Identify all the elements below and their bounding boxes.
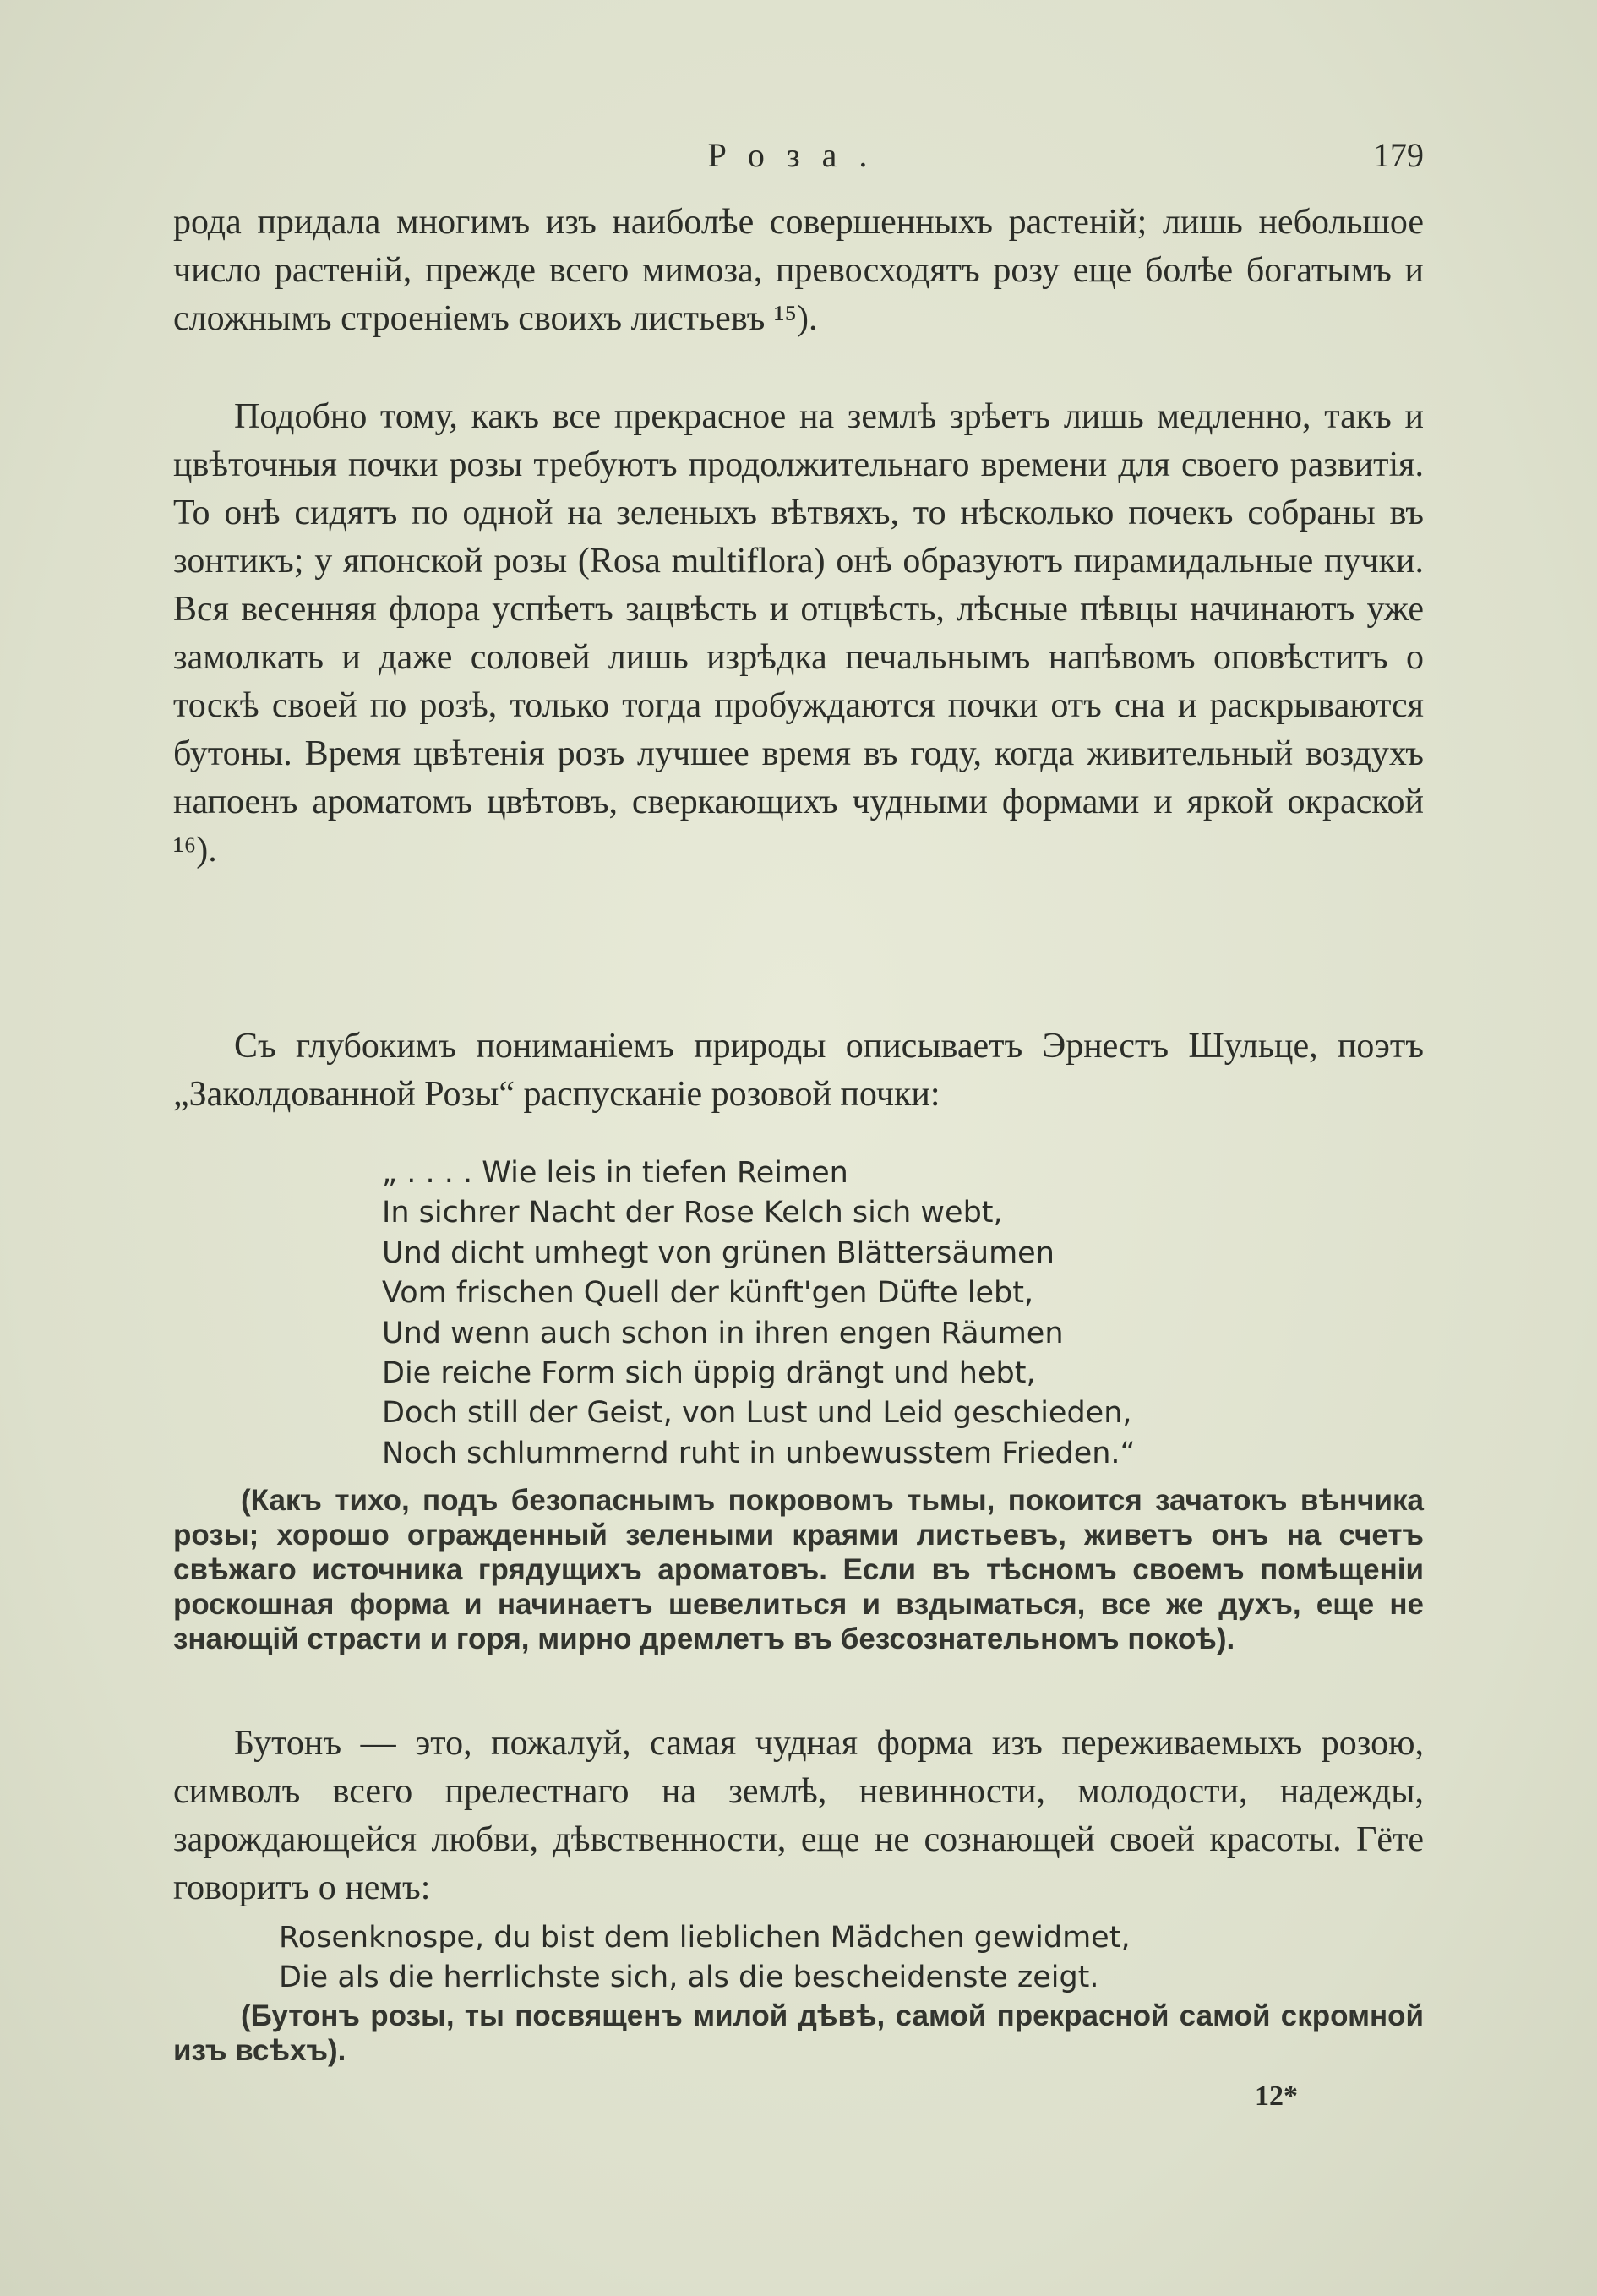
goethe-line: Rosenknospe, du bist dem lieblichen Mädchen gewidmet, (279, 1921, 1131, 1955)
paragraph-schulze (173, 1023, 1424, 1119)
translation-text-2: (Бутонъ розы, ты посвященъ милой дѣвѣ, самой прекрасной самой скромной изъ всѣхъ). (173, 1999, 1424, 2067)
poem-line: Vom frischen Quell der künft'gen Düfte lebt, (382, 1276, 1034, 1311)
paragraph-2: Подобно тому, какъ все прекрасное на землѣ зрѣетъ лишь медленно, такъ и цвѣточныя почки розы требуютъ продолжительнаго времени для своего развитія. То онѣ сидятъ по одной на зеленыхъ вѣтвяхъ, то нѣсколько почекъ собраны въ зонтикъ; у японской розы (Rosa multiflora) онѣ образуютъ пирамидальные пучки. Вся весенняя флора успѣетъ зацвѣсть и отцвѣсть, лѣсные пѣвцы начинаютъ уже замолкать и даже соловей лишь изрѣдка печальнымъ напѣвомъ оповѣститъ о тоскѣ своей по розѣ, только тогда пробуждаются почки отъ сна и раскрываются бутоны. Время цвѣтенія розъ лучшее время въ году, когда живительный воздухъ напоенъ ароматомъ цвѣтовъ, сверкающихъ чудными формами и яркой окраской ¹⁶). (173, 397, 1424, 870)
poem-line: Und dicht umhegt von grünen Blättersäumen (382, 1235, 1055, 1270)
paragraph-4: Бутонъ — это, пожалуй, самая чудная форма изъ переживаемыхъ розою, символъ всего прелестнаго на землѣ, невинности, молодости, надежды, зарождающейся любви, дѣвственности, еще не сознающей своей красоты. Гёте говоритъ о немъ: (173, 1724, 1424, 1907)
paragraph-continuation (173, 199, 1424, 343)
poem-line: Doch still der Geist, von Lust und Leid geschieden, (382, 1396, 1132, 1431)
paragraph-bud (173, 1720, 1424, 1912)
signature-mark: 12* (1255, 2081, 1298, 2112)
goethe-line: Die als die herrlichste sich, als die bescheidenste zeigt. (279, 1961, 1099, 1994)
poem-line: Die reiche Form sich üppig drängt und hebt, (382, 1356, 1036, 1391)
translation-poem (173, 1483, 1424, 1656)
poem-line: In sichrer Nacht der Rose Kelch sich webt, (382, 1196, 1003, 1230)
translation-goethe (173, 1999, 1424, 2068)
poem-line: Und wenn auch schon in ihren engen Räumen (382, 1316, 1064, 1350)
running-header (173, 135, 1424, 186)
running-title: Роза. (707, 136, 890, 174)
translation-text-1: (Какъ тихо, подъ безопаснымъ покровомъ тьмы, покоится зачатокъ вѣнчика розы; хорошо огражденный зелеными краями листьевъ, живетъ онъ на счетъ свѣжаго источника грядущихъ ароматовъ. Если въ тѣсномъ своемъ помѣщеніи роскошная форма и начинаетъ шевелиться и вздыматься, все же духъ, еще не знающій страсти и горя, мирно дремлетъ въ безсознательномъ покоѣ). (173, 1484, 1424, 1655)
poem-line: Noch schlummernd ruht in unbewusstem Frieden.“ (382, 1436, 1136, 1470)
paragraph-1: рода придала многимъ изъ наиболѣе совершенныхъ растеній; лишь небольшое число растеній, прежде всего мимоза, превосходятъ розу еще болѣе богатымъ и сложнымъ строеніемъ своихъ листьевъ ¹⁵). (173, 203, 1424, 338)
paragraph-3: Съ глубокимъ пониманіемъ природы описываетъ Эрнестъ Шульце, поэтъ „Заколдованной Розы“ распусканіе розовой почки: (173, 1027, 1424, 1114)
poem-schulze (382, 1153, 1396, 1474)
goethe-distich (279, 1918, 1377, 1998)
poem-line: „ . . . . Wie leis in tiefen Reimen (382, 1156, 848, 1190)
page-number: 179 (1373, 136, 1424, 174)
paragraph-buds (173, 393, 1424, 875)
